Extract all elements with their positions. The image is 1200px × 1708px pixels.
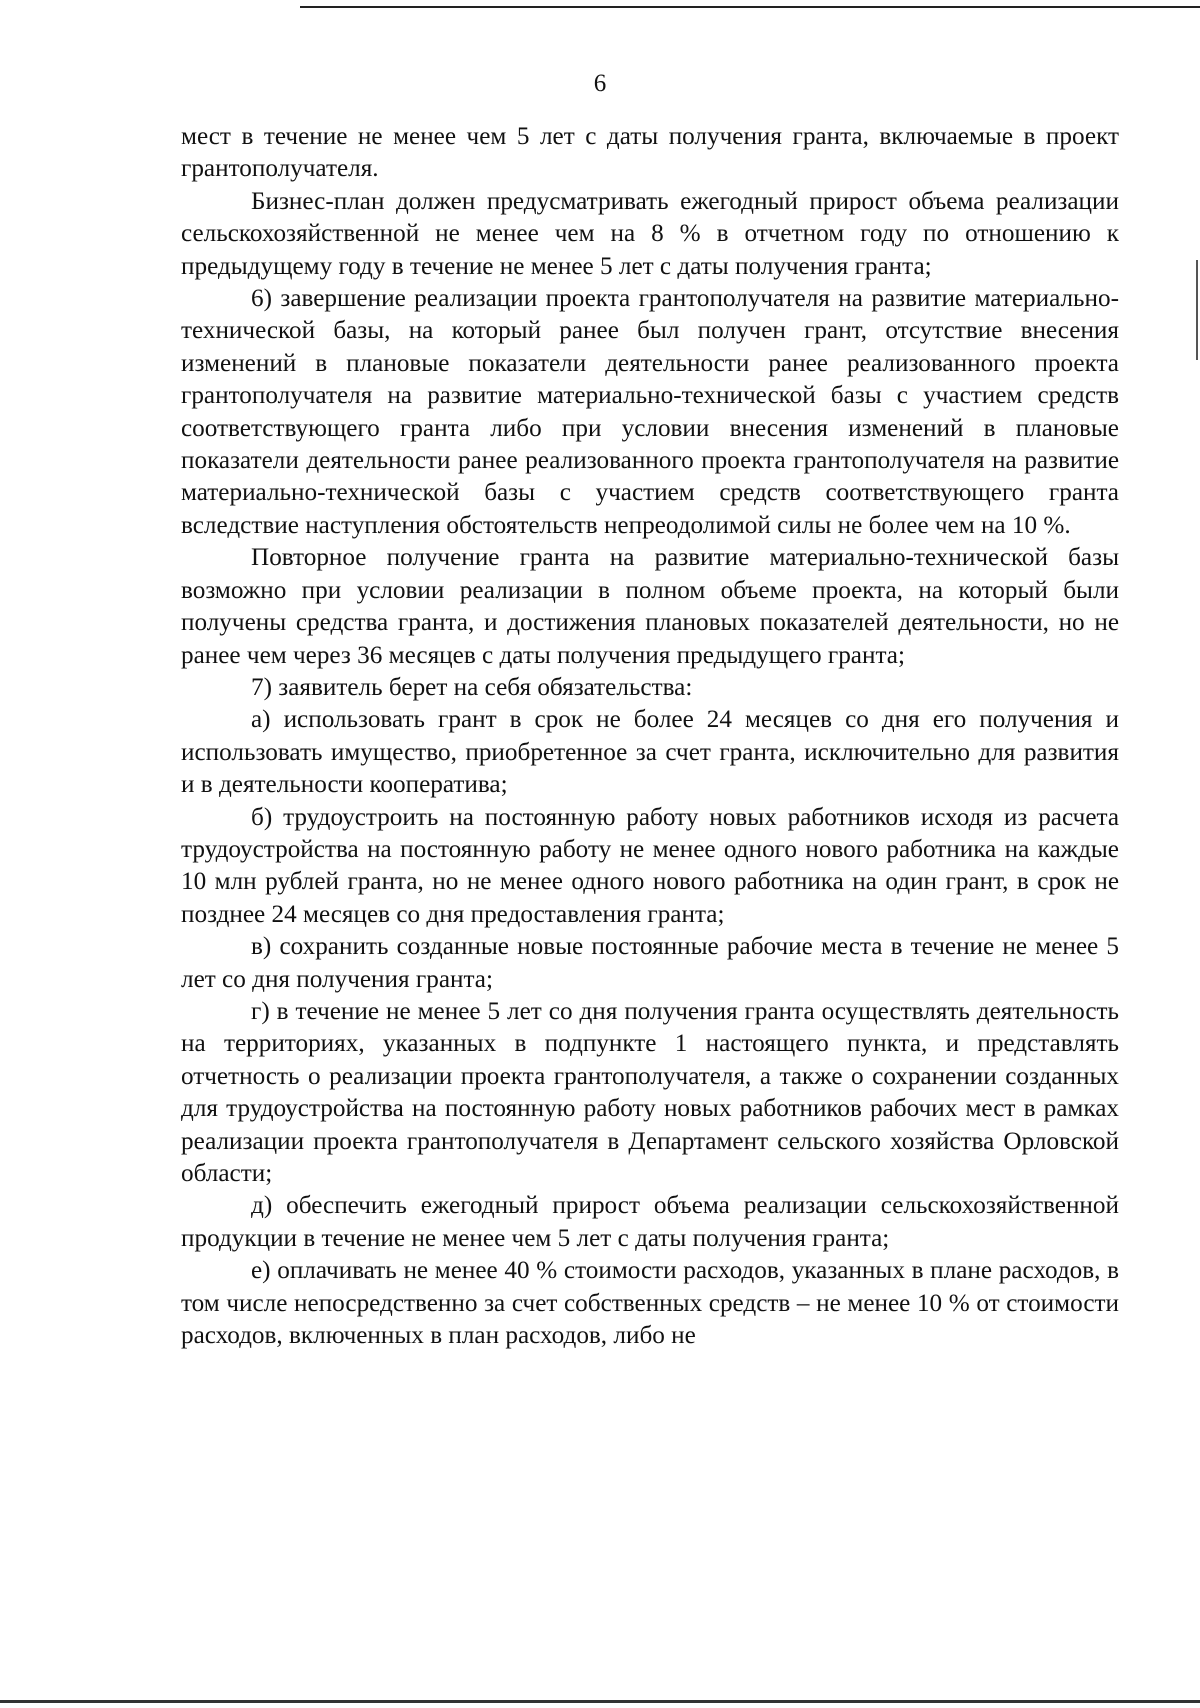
paragraph: в) сохранить созданные новые постоянные рабочие места в течение не менее 5 лет со дня получения гранта;	[181, 933, 1119, 993]
paragraph: е) оплачивать не менее 40 % стоимости расходов, указанных в плане расходов, в том числе непосредственно за счет собственных средств – не менее 10 % от стоимости расходов, включенных в план расходов, либо не	[181, 1257, 1119, 1350]
scan-edge-bottom	[0, 1700, 1200, 1703]
paragraph: 6) завершение реализации проекта грантополучателя на развитие материально-технической базы, на который ранее был получен грант, отсутствие внесения изменений в плановые показатели деятельности ранее реализованного проекта грантополучателя на развитие материально-технической базы с участием средств соответствующего гранта либо при условии внесения изменений в плановые показатели деятельности ранее реализованного проекта грантополучателя на развитие материально-технической базы с участием средств соответствующего гранта вследствие наступления обстоятельств непреодолимой силы не более чем на 10 %.	[181, 285, 1119, 539]
paragraph: 7) заявитель берет на себя обязательства:	[251, 673, 693, 701]
paragraph: б) трудоустроить на постоянную работу новых работников исходя из расчета трудоустройства на постоянную работу не менее одного нового работника на каждые 10 млн рублей гранта, но не менее одного нового работника на один грант, в срок не позднее 24 месяцев со дня предоставления гранта;	[181, 803, 1119, 928]
paragraph: д) обеспечить ежегодный прирост объема реализации сельскохозяйственной продукции в течение не менее чем 5 лет с даты получения гранта;	[181, 1192, 1119, 1252]
page-number: 6	[593, 70, 607, 97]
document-body	[181, 121, 1119, 1352]
paragraph: г) в течение не менее 5 лет со дня получения гранта осуществлять деятельность на территориях, указанных в подпункте 1 настоящего пункта, и представлять отчетность о реализации проекта грантополучателя, а также о сохранении созданных для трудоустройства на постоянную работу новых работников рабочих мест в рамках реализации проекта грантополучателя в Департамент сельского хозяйства Орловской области;	[181, 997, 1119, 1187]
paragraph: мест в течение не менее чем 5 лет с даты получения гранта, включаемые в проект грантополучателя.	[181, 123, 1119, 183]
paragraph: Повторное получение гранта на развитие материально-технической базы возможно при условии реализации в полном объеме проекта, на который были получены средства гранта, и достижения плановых показателей деятельности, но не ранее чем через 36 месяцев с даты получения предыдущего гранта;	[181, 544, 1119, 669]
scan-edge-right	[1196, 260, 1198, 360]
scan-edge-top	[300, 6, 1200, 8]
paragraph: а) использовать грант в срок не более 24 месяцев со дня его получения и использовать имущество, приобретенное за счет гранта, исключительно для развития и в деятельности кооператива;	[181, 706, 1119, 799]
paragraph: Бизнес-план должен предусматривать ежегодный прирост объема реализации сельскохозяйственной не менее чем на 8 % в отчетном году по отношению к предыдущему году в течение не менее 5 лет с даты получения гранта;	[181, 187, 1119, 280]
